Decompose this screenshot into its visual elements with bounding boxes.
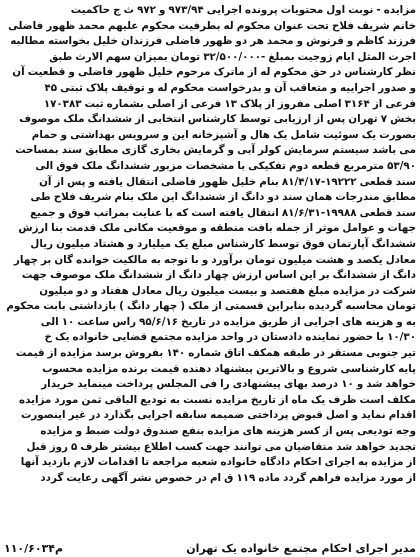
notice-line: تومان محاسبه گردیده بنابراین قسمتی از ملک ( چهار دانگ ) بازداشتی بابت محکوم: [6, 300, 416, 313]
notice-line: مطابق مندرجات همان سند دو دانگ از ششدانگ این ملک بنام شریف فلاح طی: [30, 191, 416, 204]
notice-line: مزایده - نوبت اول محتویات پرونده اجرایی ۹۷۳/۹۴ و ۹۷۲ ث ج حاکمیت: [70, 4, 416, 16]
notice-line: بخش ۷ تهران پس از ارزیابی توسط کارشناس انتخابی از ششدانگ ملک موصوف: [19, 113, 416, 126]
notice-line: خواهد شد و ۱۰ درصد بهای پیشنهادی را فی المجلس پرداخت مینماید خریدار: [41, 378, 416, 391]
notice-line: از مورد مزایده فراهم گردد ماده ۱۱۹ ق ام در خصوص نشر آگهی رعایت گردد: [40, 471, 416, 484]
notice-body: [4, 3, 416, 486]
notice-line: فرعی از ۳۱۶۴ اصلی مفروز از پلاک ۱۳ فرعی از اصلی بشماره ثبت ۱۷۰۳۸۳: [43, 97, 416, 110]
notice-line: بصورت یک سوئیت شامل یک هال و آشپزخانه این و سرویس بهداشتی و حمام: [31, 128, 416, 141]
notice-line: وجه تودیعی پس از کسر هزینه های مزایده بنفع صندوق دولت ضبط و مزایده: [40, 425, 416, 438]
notice-line: ششدانگ آپارتمان فوق توسط کارشناس مبلغ یک میلیارد و هشتاد میلیون ریال: [30, 237, 416, 250]
notice-line: جهات و عوامل موثر از جمله بافت منطقه و موقعیت مکانی ملک قدمت بنا ارزش: [18, 222, 416, 235]
notice-line: مکلف است ظرف یک ماه از تاریخ مزایده نسبت به تودیع الباقی ثمن مورد مزایده: [19, 393, 416, 406]
notice-line: نظر کارشناس در حق محکوم له از ماترک مرحوم خلیل ظهور فاضلی و قطعیت آن: [12, 66, 416, 79]
notice-line: می باشد سیستم سرمایش کولر آبی و گرمایش بخاری گازی مطابق سند بمساحت: [15, 144, 416, 157]
notice-line: اجرت المثل ایام زوجیت بمبلغ -۳۲/۵۰۰/۰۰۰ تومان بمیزان سهم الارث طبق: [49, 50, 416, 63]
notice-line: خانم شریف فلاح تحت عنوان محکوم له بطرفیت محکوم علیهم محمد ظهور فاضلی: [8, 19, 416, 32]
notice-line: به و هزینه های اجرایی از طریق مزایده در تاریخ ۹۵/۶/۱۶ راس ساعت ۱۰ الی: [40, 315, 416, 328]
notice-line: فرزند کاظم و فرنوش و محمد هر دو ظهور فاضلی فرزندان خلیل بخواسته مطالبه: [10, 35, 416, 48]
notice-line: سند قطعی ۱۹۹۸۸-۸۱/۶/۳۱ انتقال یافته است که با عنایت بمراتب فوق و جمیع: [30, 206, 416, 219]
notice-line: تیر جنوبی مستقر در طبقه همکف اتاق شماره ۱۴۰ بفروش برسد مزایده از قیمت: [15, 347, 416, 360]
notice-line: اقدام نماید و اصل قبوض پرداختی ضمیمه سابقه اجرایی بگذارد در غیر اینصورت: [21, 409, 416, 422]
notice-line: ۱۰/۳۰ با حضور نماینده دادستان در واحد مزایده مجتمع قضایی خانواده یک خ: [44, 331, 416, 344]
notice-line: دانگ از ششدانگ بر این اساس ارزش چهار دانگ از ششدانگ ملک موصوف جهت: [21, 269, 416, 282]
signature: مدیر اجرای احکام مجتمع خانواده یک تهران: [186, 542, 416, 555]
reference-number: ۱۱۰/۶۰۳۴م: [4, 542, 64, 555]
notice-line: شرکت در مزایده مبلغ هفتصد و بیست میلیون ریال معادل هفتاد و دو میلیون: [39, 284, 416, 297]
notice-line: پایه کارشناسی شروع و بالاترین پیشنهاد دهنده قیمت برنده مزایده محسوب: [42, 362, 416, 375]
notice-footer: [4, 542, 416, 555]
notice-line: سند قطعی ۱۹۲۲۲-۸۱/۴/۱۷ بنام خلیل ظهور فاضلی انتقال یافته و پس از آن: [39, 175, 416, 188]
notice-line: ۵۳/۹۰ مترمربع قطعه دوم تفکیکی با مشخصات مزبور ششدانگ ملک فوق الی: [35, 159, 416, 172]
notice-line: معادل یکصد و هشت میلیون تومان برآورد و با توجه به مالکیت خوانده گان بر چهار: [13, 253, 416, 266]
notice-line: و صدور اجراییه و متعاقب آن و بدرخواست محکوم له و توقیف پلاک ثبتی ۴۵: [44, 81, 416, 94]
notice-line: تجدید خواهد شد متقاضیان می توانند جهت کسب اطلاع بیشتر ظرف ۵ روز قبل: [26, 440, 416, 453]
notice-line: از مزایده به اجرای احکام دادگاه خانواده شعبه مراجعه تا اقدامات لازم بازدید آنها: [20, 456, 416, 469]
